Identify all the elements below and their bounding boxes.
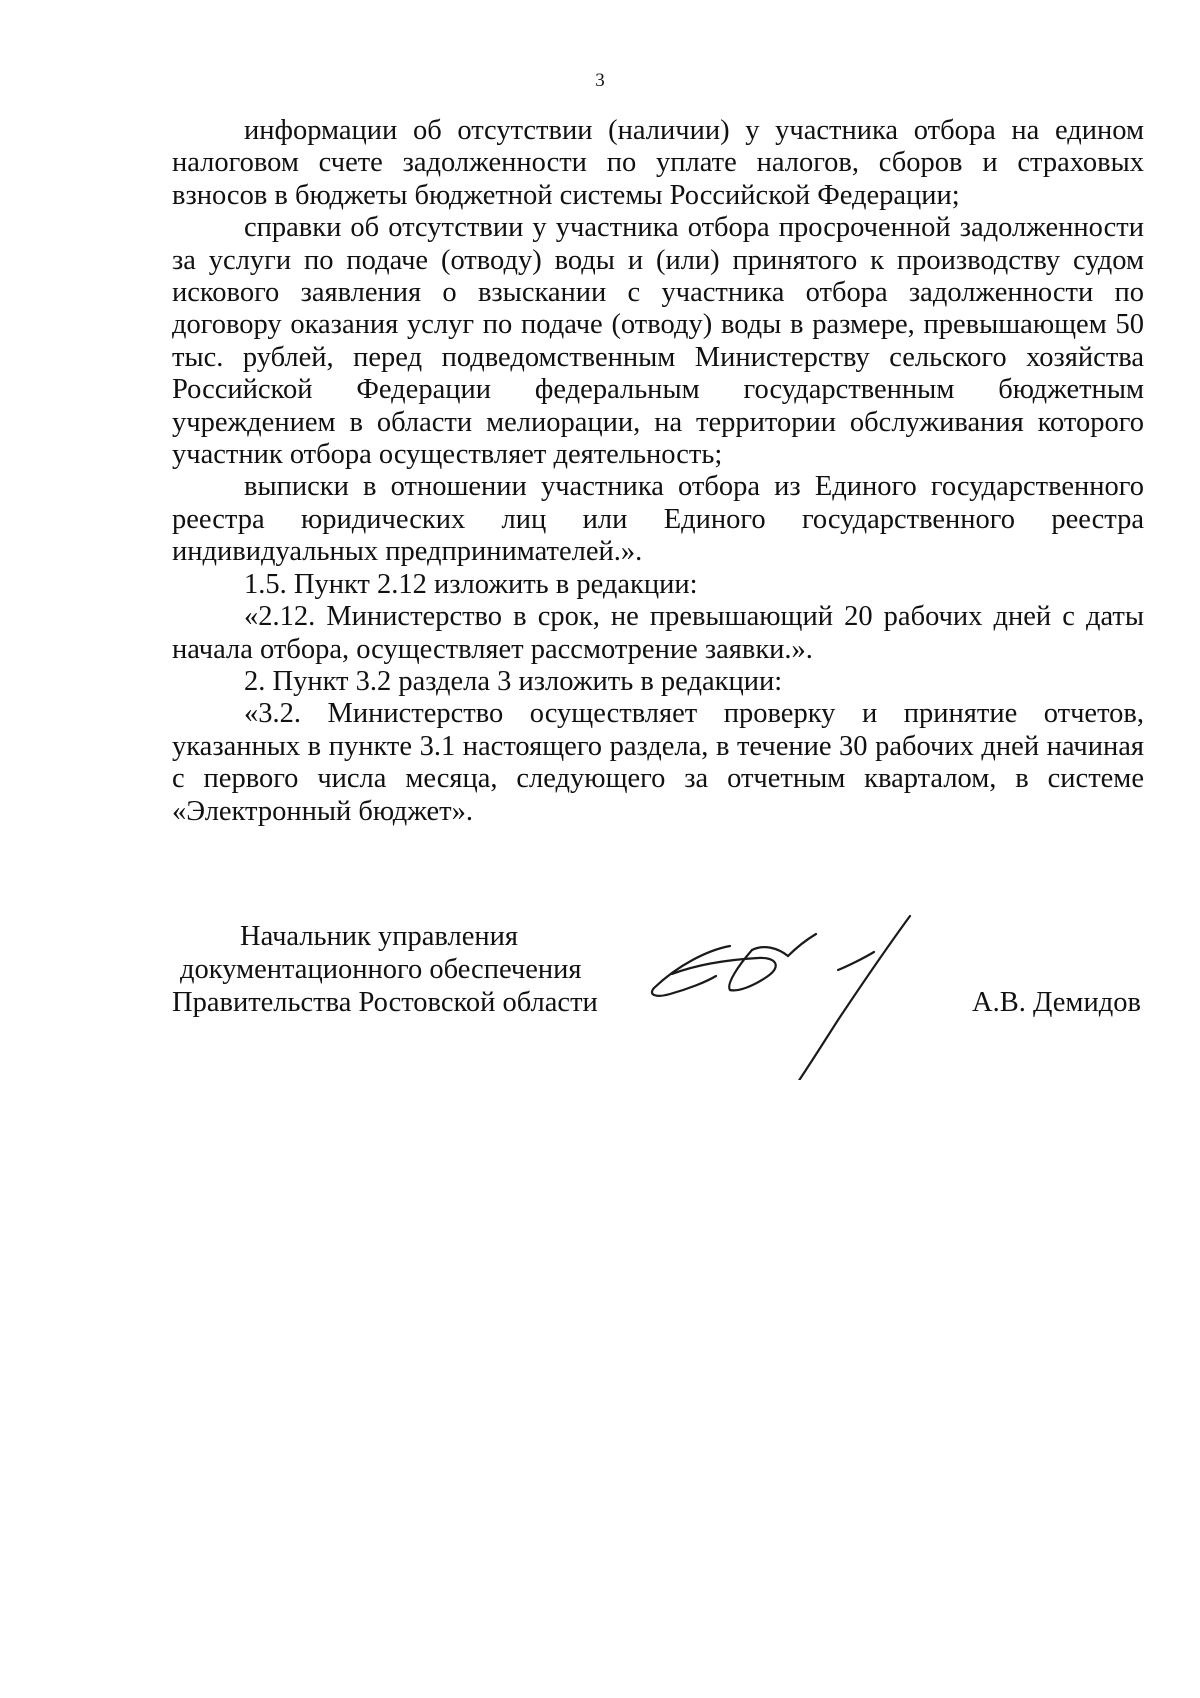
paragraph-clause-3-2: «3.2. Министерство осуществляет проверку и принятие отчетов, указанных в пункте 3.1 настоящего раздела, в течение 30 рабочих дней начиная с первого числа месяца, следующего за отчетным кварталом, в системе «Электронный бюджет». [172,698,1144,827]
paragraph-water-debt-certificate: справки об отсутствии у участника отбора просроченной задолженности за услуги по подаче (отводу) воды и (или) принятого к производству судом искового заявления о взыскании с участника отбора задолженности по договору оказания услуг по подаче (отводу) воды в размере, превышающем 50 тыс. рублей, перед подведомственным Министерству сельского хозяйства Российской Федерации федеральным государственным бюджетным учреждением в области мелиорации, на территории обслуживания которого участник отбора осуществляет деятельность; [172,212,1144,471]
signatory-position-line: Правительства Ростовской области [172,987,598,1018]
paragraph-registry-extract: выписки в отношении участника отбора из Единого государственного реестра юридических лиц или Единого государственного реестра индивидуальных предпринимателей.». [172,471,1144,568]
signatory-position-line: документационного обеспечения [180,954,582,985]
paragraph-tax-debt-info: информации об отсутствии (наличии) у участника отбора на едином налоговом счете задолженности по уплате налогов, сборов и страховых взносов в бюджеты бюджетной системы Российской Федерации; [172,115,1144,211]
signatory-position-line: Начальник управления [240,921,518,952]
paragraph-item-2: 2. Пункт 3.2 раздела 3 изложить в редакции: [244,665,783,697]
signatory-position [172,920,598,1019]
paragraph-item-1-5: 1.5. Пункт 2.12 изложить в редакции: [244,568,698,600]
signatory-name: А.В. Демидов [972,987,1141,1018]
paragraph-clause-2-12: «2.12. Министерство в срок, не превышающий 20 рабочих дней с даты начала отбора, осуществляет рассмотрение заявки.». [172,601,1144,665]
page-number: 3 [595,70,605,91]
handwritten-signature [648,910,948,1080]
document-body [172,115,1144,828]
